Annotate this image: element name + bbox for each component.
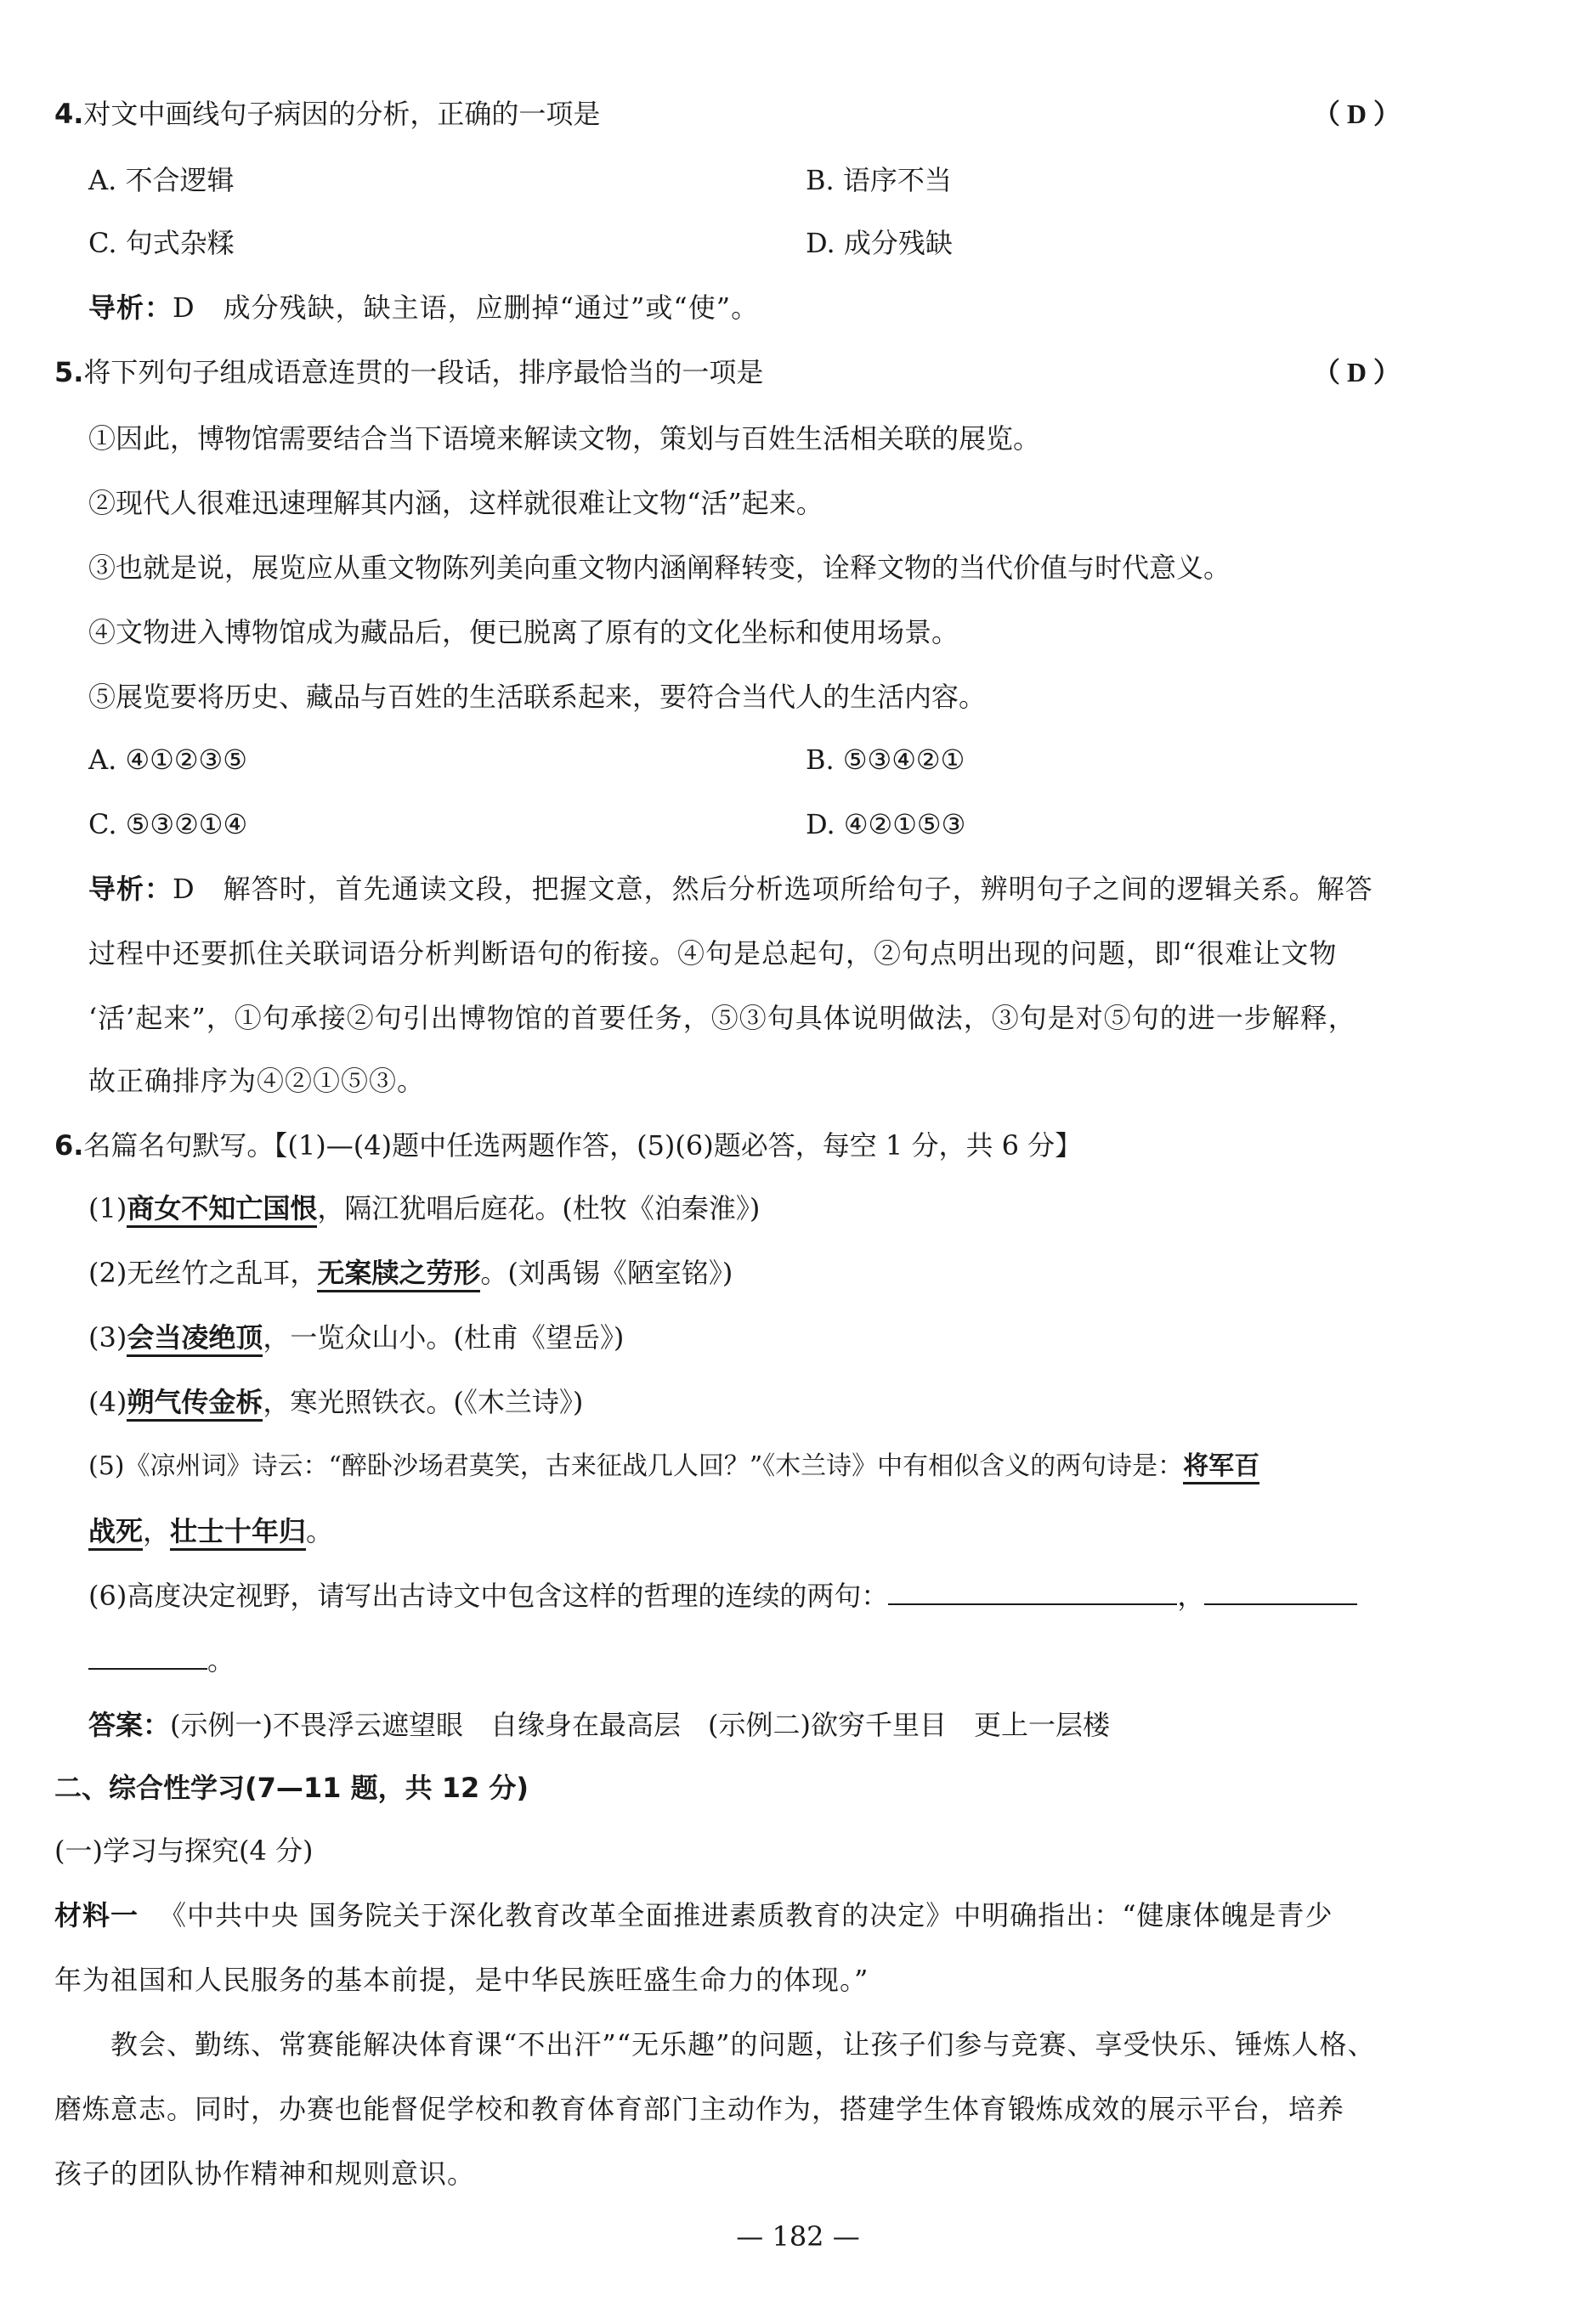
paragraph-line-1: 教会、勤练、常赛能解决体育课“不出汗”“无乐趣”的问题，让孩子们参与竞赛、享受快乐、锤炼人格、 — [110, 2028, 1376, 2061]
q4-analysis-label: 导析： — [88, 291, 173, 324]
q6-item-4-answer: 朔气传金柝 — [127, 1386, 263, 1422]
q6-stem: 名篇名句默写。【(1)—(4)题中任选两题作答，(5)(6)题必答，每空 1 分，共 6 分】 — [83, 1129, 1083, 1162]
q6-item-6-blank-2a — [1204, 1578, 1357, 1605]
q5-analysis-line-2: 过程中还要抓住关联词语分析判断语句的衔接。④句是总起句，②句点明出现的问题，即“很难让文物 — [88, 937, 1338, 970]
q4-option-b: B. 语序不当 — [806, 164, 952, 196]
section-2-subsection: (一)学习与探究(4 分) — [54, 1835, 314, 1867]
q6-item-3 — [88, 1319, 624, 1356]
q6-item-3-answer: 会当凌绝顶 — [127, 1321, 263, 1357]
q6-item-3-pre: (3) — [88, 1321, 127, 1354]
q4-option-c: C. 句式杂糅 — [88, 227, 235, 259]
q5-sentence-2: ②现代人很难迅速理解其内涵，这样就很难让文物“活”起来。 — [88, 487, 823, 519]
q6-item-5-line-1 — [88, 1448, 1259, 1485]
q6-item-6-blank-1 — [888, 1578, 1177, 1605]
q6-item-6-text: (6)高度决定视野，请写出古诗文中包含这样的哲理的连续的两句： — [88, 1580, 889, 1612]
q6-item-6-comma: ， — [1177, 1580, 1205, 1612]
q6-item-5-pre: (5)《凉州词》诗云：“醉卧沙场君莫笑，古来征战几人回？”《木兰诗》中有相似含义的两句诗是： — [88, 1451, 1184, 1481]
q6-item-1-answer: 商女不知亡国恨 — [127, 1192, 317, 1228]
q4-answer — [1313, 95, 1401, 133]
material-1-label: 材料一 — [54, 1899, 139, 1931]
q6-item-6-blank-2b — [88, 1643, 207, 1670]
q6-stem-line — [54, 1127, 1082, 1164]
q5-analysis-line-4: 故正确排序为④②①⑤③。 — [88, 1065, 426, 1097]
q4-analysis-text: D 成分残缺，缺主语，应删掉“通过”或“使”。 — [173, 291, 760, 324]
q6-item-2-answer: 无案牍之劳形 — [317, 1257, 480, 1292]
q6-item-1 — [88, 1190, 760, 1227]
q4-answer-letter: D — [1346, 99, 1367, 129]
q6-answer — [88, 1706, 1110, 1744]
q5-option-d: D. ④②①⑤③ — [806, 808, 966, 840]
q5-analysis-text-1: D 解答时，首先通读文段，把握文意，然后分析选项所给句子，辨明句子之间的逻辑关系。解答 — [173, 873, 1373, 905]
material-1-text-1: 《中共中央 国务院关于深化教育改革全面推进素质教育的决定》中明确指出：“健康体魄是青少 — [159, 1899, 1333, 1931]
q4-answer-close: ） — [1372, 99, 1401, 129]
q5-sentence-4: ④文物进入博物馆成为藏品后，便已脱离了原有的文化坐标和使用场景。 — [88, 616, 959, 648]
q6-item-5-answer-c: 壮士十年归 — [170, 1515, 306, 1551]
q6-item-5-answer-a: 将军百 — [1183, 1451, 1259, 1484]
q6-answer-label: 答案： — [88, 1709, 171, 1741]
q5-option-c: C. ⑤③②①④ — [88, 808, 248, 840]
paragraph-line-2: 磨炼意志。同时，办赛也能督促学校和教育体育部门主动作为，搭建学生体育锻炼成效的展示平台，培养 — [54, 2093, 1345, 2125]
q4-option-a: A. 不合逻辑 — [88, 164, 235, 196]
q4-stem: 对文中画线句子病因的分析，正确的一项是 — [83, 98, 601, 130]
q4-option-d: D. 成分残缺 — [806, 227, 953, 259]
q5-stem: 将下列句子组成语意连贯的一段话，排序最恰当的一项是 — [83, 356, 764, 388]
q6-item-4-post: ，寒光照铁衣。(《木兰诗》) — [263, 1386, 584, 1418]
q5-answer-open: （ — [1312, 357, 1340, 387]
q6-item-5-end: 。 — [306, 1515, 334, 1547]
q6-item-4 — [88, 1383, 583, 1421]
q5-option-a: A. ④①②③⑤ — [88, 744, 247, 776]
q4-answer-open: （ — [1312, 99, 1340, 129]
q5-analysis-line-3: ‘活’起来”，①句承接②句引出博物馆的首要任务，⑤③句具体说明做法，③句是对⑤句的进一步解释， — [88, 1002, 1356, 1034]
paragraph-line-3: 孩子的团队协作精神和规则意识。 — [54, 2157, 476, 2190]
q5-analysis-label: 导析： — [88, 873, 173, 905]
material-1-line-1 — [54, 1897, 1333, 1934]
q6-item-5-mid: ， — [143, 1515, 171, 1547]
q4-number: 4. — [54, 98, 84, 130]
q6-item-2 — [88, 1254, 733, 1292]
q6-item-6-line-1 — [88, 1577, 1357, 1614]
section-2-title: 二、综合性学习(7—11 题，共 12 分) — [54, 1772, 529, 1804]
q6-item-1-post: ，隔江犹唱后庭花。(杜牧《泊秦淮》) — [317, 1192, 761, 1224]
q5-answer-letter: D — [1346, 357, 1367, 387]
q5-number: 5. — [54, 356, 84, 388]
page-number: — 182 — — [736, 2220, 860, 2253]
q5-sentence-1: ①因此，博物馆需要结合当下语境来解读文物，策划与百姓生活相关联的展览。 — [88, 422, 1041, 455]
q4-analysis — [88, 289, 759, 326]
q4-stem-line — [54, 95, 600, 133]
q6-item-5-line-2 — [88, 1513, 333, 1550]
q6-item-1-pre: (1) — [88, 1192, 127, 1224]
q6-item-4-pre: (4) — [88, 1386, 127, 1418]
q5-analysis-line-1 — [88, 870, 1373, 908]
q6-item-2-pre: (2)无丝竹之乱耳， — [88, 1257, 318, 1289]
q6-item-2-post: 。(刘禹锡《陋室铭》) — [480, 1257, 733, 1289]
q6-item-5-answer-b: 战死 — [88, 1515, 143, 1551]
q5-answer — [1313, 353, 1401, 391]
q5-option-b: B. ⑤③④②① — [806, 744, 965, 776]
material-1-line-2: 年为祖国和人民服务的基本前提，是中华民族旺盛生命力的体现。” — [54, 1964, 869, 1996]
q5-answer-close: ） — [1372, 357, 1401, 387]
q6-number: 6. — [54, 1129, 84, 1162]
q5-sentence-3: ③也就是说，展览应从重文物陈列美向重文物内涵阐释转变，诠释文物的当代价值与时代意义。 — [88, 551, 1231, 584]
q6-item-6-end: 。 — [207, 1644, 235, 1677]
q5-stem-line — [54, 353, 763, 391]
q5-sentence-5: ⑤展览要将历史、藏品与百姓的生活联系起来，要符合当代人的生活内容。 — [88, 681, 987, 713]
q6-answer-text: (示例一)不畏浮云遮望眼 自缘身在最高层 (示例二)欲穷千里目 更上一层楼 — [170, 1709, 1110, 1741]
q6-item-6-line-2 — [88, 1642, 235, 1679]
q6-item-3-post: ，一览众山小。(杜甫《望岳》) — [263, 1321, 625, 1354]
